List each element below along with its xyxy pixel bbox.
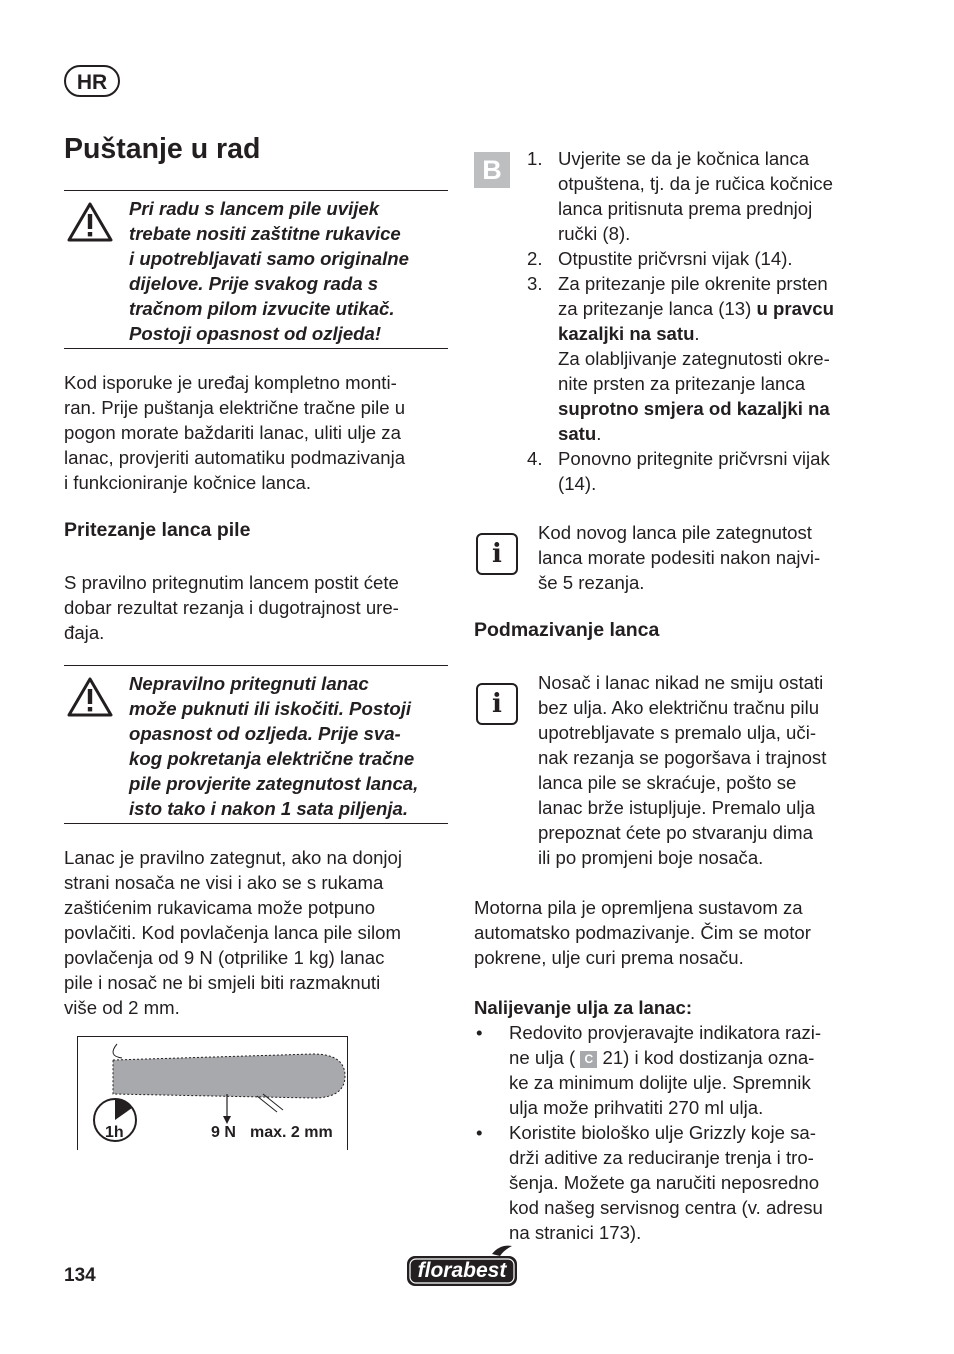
warning-box-chain-snap [64, 665, 448, 824]
warning-text: Nepravilno pritegnuti lanac može puknuti ili iskočiti. Postoji opasnost od ozljeda. Prije sva- kog pokretanja električne tračne pile provjerite zategnutost lanca, isto tako i nakon 1 sata piljenja. [129, 673, 419, 819]
info-icon: i [476, 533, 518, 575]
oil-fill-heading: Nalijevanje ulja za lanac: [474, 997, 693, 1018]
list-item: • Redovito provjeravajte indikatora razi- ne ulja ( C 21) i kod dostizanja ozna- ke za minimum dolijte ulje. Spremnik ulja može prihvatiti 270 ml ulja. [476, 1022, 822, 1118]
warning-triangle-icon [66, 201, 114, 243]
page-title: Puštanje u rad [64, 133, 261, 165]
figure-label-gap: max. 2 mm [250, 1124, 333, 1141]
warning-box-gloves [64, 190, 448, 349]
warning-text: Pri radu s lancem pile uvijek trebate nositi zaštitne rukavice i upotrebljavati samo originalne dijelove. Prije svakog rada s tračnom pilom izvucite utikač. Postoji opasnost od ozljeda! [129, 198, 409, 344]
info-icon: i [476, 683, 518, 725]
warning-triangle-icon [66, 676, 114, 718]
step-item: 1. Uvjerite se da je kočnica lanca otpuštena, tj. da je ručica kočnice lanca pritisnuta prema prednjoj ručki (8). [527, 148, 833, 244]
info-note-new-chain: Kod novog lanca pile zategnutost lanca morate podesiti nakon najvi- še 5 rezanja. [538, 522, 821, 593]
section-heading-lubrication: Podmazivanje lanca [474, 619, 660, 641]
step-item: 2. Otpustite pričvrsni vijak (14). [527, 248, 793, 269]
list-item: • Koristite biološko ulje Grizzly koje sa- drži aditive za reduciranje trenja i tro- šenja. Možete ga naručiti neposredno kod našeg servisnog centra (v. adresu na stranici 173). [476, 1122, 823, 1243]
figure-reference-badge-b: B [474, 152, 510, 188]
oil-fill-bullet-list [474, 1020, 858, 1245]
figure-label-force: 9 N [211, 1124, 236, 1141]
step-item: 3. Za pritezanje pile okrenite prsten za pritezanje lanca (13) u pravcu kazaljki na satu. Za olabljivanje zategnutosti okre- nite prsten za pritezanje lanca suprotno smjera od kazaljki na satu. [527, 273, 834, 444]
tension-steps-list [527, 146, 862, 496]
figure-reference-badge-c: C [580, 1051, 597, 1068]
step-item: 4. Ponovno pritegnite pričvrsni vijak (14). [527, 448, 830, 494]
language-badge: HR [64, 65, 120, 97]
chain-tension-figure [77, 1036, 348, 1150]
brand-name: florabest [417, 1259, 507, 1282]
figure-label-time: 1h [105, 1124, 124, 1141]
florabest-logo [404, 1244, 520, 1289]
info-note-oil: Nosač i lanac nikad ne smiju ostati bez ulja. Ako električnu tračnu pilu upotrebljavate s premalo ulja, uči- nak rezanja se pogoršava i trajnost lanca pile se skraćuje, pošto se lanac brže istupljuje. Premalo ulja prepoznat ćete po stvaranju dima ili po promjeni boje nosača. [538, 672, 827, 868]
intro-paragraph: Kod isporuke je uređaj kompletno monti- ran. Prije puštanja električne tračne pile u pogon morate baždariti lanac, uliti ulje za lanac, provjeriti automatiku podmazivanja i funkcioniranje kočnice lanca. [64, 372, 406, 493]
page-number: 134 [64, 1265, 96, 1286]
tension-check-paragraph: Lanac je pravilno zategnut, ako na donjoj strani nosača ne visi i ako se s rukama zaštićenim rukavicama može potpuno povlačiti. Kod povlačenja lanca pile silom povlačenja od 9 N (otprilike 1 kg) lanac pile i nosač ne bi smjeli biti razmaknuti više od 2 mm. [64, 847, 403, 1018]
lubrication-paragraph: Motorna pila je opremljena sustavom za automatsko podmazivanje. Čim se motor pokrene, ulje curi prema nosaču. [474, 897, 811, 968]
section-heading-chain-tension: Pritezanje lanca pile [64, 519, 251, 541]
chain-tension-paragraph: S pravilno pritegnutim lancem postit ćete dobar rezultat rezanja i dugotrajnost ure- đaja. [64, 572, 399, 643]
